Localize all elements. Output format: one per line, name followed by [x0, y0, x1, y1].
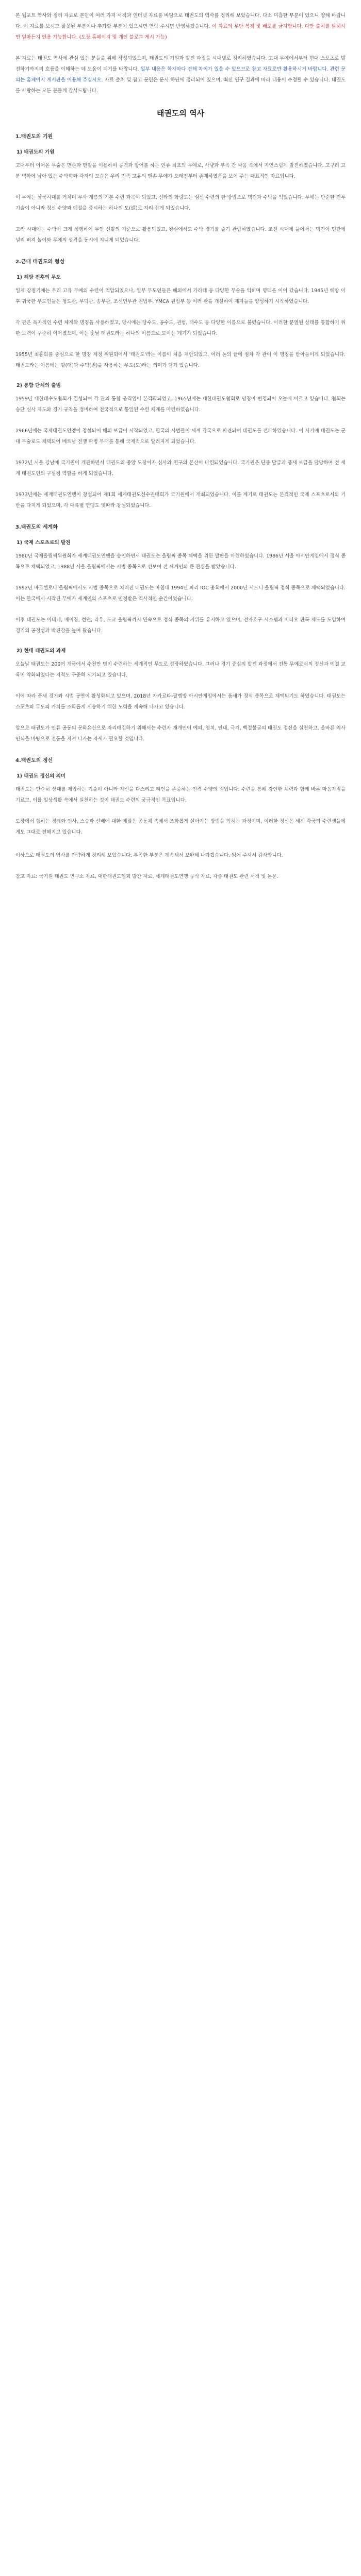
subsection-heading: 1) 국제 스포츠로의 발전: [17, 540, 71, 546]
document-title: 태권도의 역사: [156, 109, 205, 118]
intro-lead: 본 웹포트 역사와 정리 자료로 본인이 여러 가지 서적과 인터넷 자료를 바탕으로 태권도의 역사를 정리해 보았습니다. 다소 미흡한 부분이 있으니 양해 바랍니다. 이 자료를 보시고 잘못된 부분이나 추가할 부분이 있으시면 연락 주시면 반영하겠습니다.: [15, 13, 346, 29]
body-paragraph: 이에 따라 품새 경기와 시범 공연이 활성화되고 있으며, 2018년 자카르타-팔렘방 아시안게임에서는 품새가 정식 종목으로 채택되기도 하였습니다. 태권도는 스포츠와 무도의 가치를 조화롭게 계승하기 위한 노력을 계속해 나가고 있습니다.: [15, 693, 346, 710]
body-paragraph: 1992년 바르셀로나 올림픽에서도 시범 종목으로 치러진 태권도는 마침내 1994년 파리 IOC 총회에서 2000년 시드니 올림픽 정식 종목으로 채택되었습니다. 이는 한국에서 시작된 무예가 세계인의 스포츠로 인정받은 역사적인 순간이었습니다.: [15, 585, 346, 602]
section-heading: 3.태권도의 세계화: [15, 524, 58, 530]
intro-paragraph: [15, 10, 346, 43]
body-paragraph: 앞으로 태권도가 인류 공동의 문화유산으로 자리매김하기 위해서는 수련자 개개인이 예의, 염치, 인내, 극기, 백절불굴의 태권도 정신을 실천하고, 올바른 역사 인식을 바탕으로 전통을 지켜 나가는 자세가 필요할 것입니다.: [15, 725, 346, 742]
body-paragraph: 도장에서 행하는 경례와 인사, 스승과 선배에 대한 예절은 공동체 속에서 조화롭게 살아가는 방법을 익히는 과정이며, 이러한 정신은 세계 각국의 수련생들에게도 그대로 전해지고 있습니다.: [15, 819, 346, 835]
body-paragraph: 일제 강점기에는 우리 고유 무예의 수련이 억압되었으나, 일부 무도인들은 해외에서 가라테 등 다양한 무술을 익히며 명맥을 이어 갔습니다. 1945년 해방 이후 귀국한 무도인들은 청도관, 무덕관, 송무관, 조선연무관 권법부, YMCA 권법부 등 여러 관을 개설하여 제자들을 양성하기 시작하였습니다.: [15, 288, 346, 304]
intro-red-note: 이 자료의 무단 복제 및 배포를 금지합니다. 다만 출처를 밝히시면 얼마든지 인용 가능합니다. (도장 홈페이지 및 개인 블로그 게시 가능): [15, 24, 346, 40]
closing-paragraph: 이상으로 태권도의 역사를 간략하게 정리해 보았습니다. 부족한 부분은 계속해서 보완해 나가겠습니다. 읽어 주셔서 감사합니다.: [15, 853, 283, 858]
body-paragraph: 이후 태권도는 아테네, 베이징, 런던, 리우, 도쿄 올림픽까지 연속으로 정식 종목의 지위를 유지하고 있으며, 전자호구 시스템과 비디오 판독 제도를 도입하여 경기의 공정성과 박진감을 높여 왔습니다.: [15, 617, 346, 634]
intro-blue-note: 일부 내용은 학자마다 견해 차이가 있을 수 있으므로 참고 자료로만 활용하시기 바랍니다. 관련 문의는 홈페이지 게시판을 이용해 주십시오.: [15, 66, 346, 83]
body-paragraph: 각 관은 독자적인 수련 체계와 명칭을 사용하였고, 당시에는 당수도, 공수도, 권법, 태수도 등 다양한 이름으로 불렸습니다. 이러한 분열된 상태를 통합하기 위한 노력이 꾸준히 이어졌으며, 이는 훗날 태권도라는 하나의 이름으로 모이는 계기가 되었습니다.: [15, 320, 346, 336]
section-heading: 1.태권도의 기원: [15, 134, 53, 140]
subsection-heading: 2) 현대 태권도의 과제: [17, 648, 66, 654]
body-paragraph: 1972년 서울 강남에 국기원이 개관하면서 태권도의 중앙 도장이자 심사와 연구의 본산이 마련되었습니다. 국기원은 단증 발급과 품새 보급을 담당하며 전 세계 태권도인의 구심점 역할을 하게 되었습니다.: [15, 460, 346, 477]
body-paragraph: 이 무예는 삼국시대를 거치며 무사 계층의 기본 수련 과목이 되었고, 신라의 화랑도는 심신 수련의 한 방법으로 택견과 수박을 익혔습니다. 무예는 단순한 전투 기술이 아니라 정신 수양과 예절을 중시하는 하나의 도(道)로 자리 잡게 되었습니다.: [15, 195, 346, 211]
body-paragraph: 1966년에는 국제태권도연맹이 창설되어 해외 보급이 시작되었고, 한국의 사범들이 세계 각국으로 파견되어 태권도를 전파하였습니다. 이 시기에 태권도는 군대 무술로도 채택되어 베트남 전쟁 파병 부대를 통해 국제적으로 알려지게 되었습니다.: [15, 428, 346, 445]
body-paragraph: 1973년에는 세계태권도연맹이 창설되어 제1회 세계태권도선수권대회가 국기원에서 개최되었습니다. 이를 계기로 태권도는 본격적인 국제 스포츠로서의 기반을 다지게 되었으며, 각 대륙별 연맹도 잇따라 창설되었습니다.: [15, 492, 346, 509]
intro-paragraph-2: [15, 53, 346, 96]
section-heading: 2.근대 태권도의 형성: [15, 259, 64, 265]
body-paragraph: 고려 시대에는 수박이 크게 성행하여 무인 선발의 기준으로 활용되었고, 왕실에서도 수박 경기를 즐겨 관람하였습니다. 조선 시대에 들어서는 택견이 민간에 널리 퍼져 놀이와 무예의 성격을 동시에 지니게 되었습니다.: [15, 227, 346, 243]
intro-middle: 본 자료는 태권도 역사에 관심 있는 분들을 위해 작성되었으며, 태권도의 기원과 발전 과정을 시대별로 정리하였습니다. 고대 무예에서부터 현대 스포츠로 발전하기까지의 흐름을 이해하는 데 도움이 되기를 바랍니다.: [15, 56, 346, 72]
intro-block: [15, 10, 346, 96]
body-paragraph: 1959년 대한태수도협회가 결성되며 각 관의 통합 움직임이 본격화되었고, 1965년에는 대한태권도협회로 명칭이 변경되어 오늘에 이르고 있습니다. 협회는 승단 심사 제도와 경기 규칙을 정비하여 전국적으로 통일된 수련 체계를 마련하였습니다.: [15, 396, 346, 413]
intro-ending: 자료 출처 및 참고 문헌은 문서 하단에 정리되어 있으며, 최신 연구 결과에 따라 내용이 수정될 수 있습니다. 태권도를 사랑하는 모든 분들께 감사드립니다.: [15, 77, 346, 94]
closing-block: [15, 850, 346, 882]
subsection-heading: 1) 태권도 정신의 의미: [17, 773, 66, 779]
document-page: [15, 0, 346, 887]
subsection-heading: 2) 통합 단체의 출범: [17, 383, 61, 388]
section-heading: 4.태권도의 정신: [15, 758, 53, 764]
body-paragraph: 1955년 최홍희를 중심으로 한 명칭 제정 위원회에서 '태권도'라는 이름이 처음 제안되었고, 여러 논의 끝에 점차 각 관이 이 명칭을 받아들이게 되었습니다. 태권도라는 이름에는 발(태)과 주먹(권)을 사용하는 무도(도)라는 의미가 담겨 있습니다.: [15, 352, 346, 368]
subsection-heading: 1) 태권도의 기원: [17, 149, 55, 155]
sections-container: [15, 132, 346, 838]
body-paragraph: 오늘날 태권도는 200여 개국에서 수천만 명이 수련하는 세계적인 무도로 성장하였습니다. 그러나 경기 중심의 발전 과정에서 전통 무예로서의 정신과 예절 교육이 약화되었다는 지적도 꾸준히 제기되고 있습니다.: [15, 662, 346, 678]
body-paragraph: 태권도는 단순히 상대를 제압하는 기술이 아니라 자신을 다스리고 타인을 존중하는 인격 수양의 길입니다. 수련을 통해 강인한 체력과 함께 바른 마음가짐을 기르고, 이를 일상생활 속에서 실천하는 것이 태권도 수련의 궁극적인 목표입니다.: [15, 787, 346, 803]
body-paragraph: 고대부터 이어온 무술은 맨손과 맨발을 이용하여 공격과 방어를 하는 인류 최초의 무예로, 사냥과 부족 간 싸움 속에서 자연스럽게 발전하였습니다. 고구려 고분 벽화에 남아 있는 수박희와 각저의 모습은 우리 민족 고유의 맨손 무예가 오래전부터 존재하였음을 보여 주는 대표적인 자료입니다.: [15, 163, 346, 179]
body-paragraph: 1980년 국제올림픽위원회가 세계태권도연맹을 승인하면서 태권도는 올림픽 종목 채택을 위한 발판을 마련하였습니다. 1986년 서울 아시안게임에서 정식 종목으로 채택되었고, 1988년 서울 올림픽에서는 시범 종목으로 선보여 전 세계인의 큰 관심을 받았습니다.: [15, 553, 346, 570]
subsection-heading: 1) 해방 전후의 무도: [17, 275, 61, 280]
closing-paragraph: 참고 자료: 국기원 태권도 연구소 자료, 대한태권도협회 발간 자료, 세계태권도연맹 공식 자료, 각종 태권도 관련 서적 및 논문.: [15, 874, 278, 879]
